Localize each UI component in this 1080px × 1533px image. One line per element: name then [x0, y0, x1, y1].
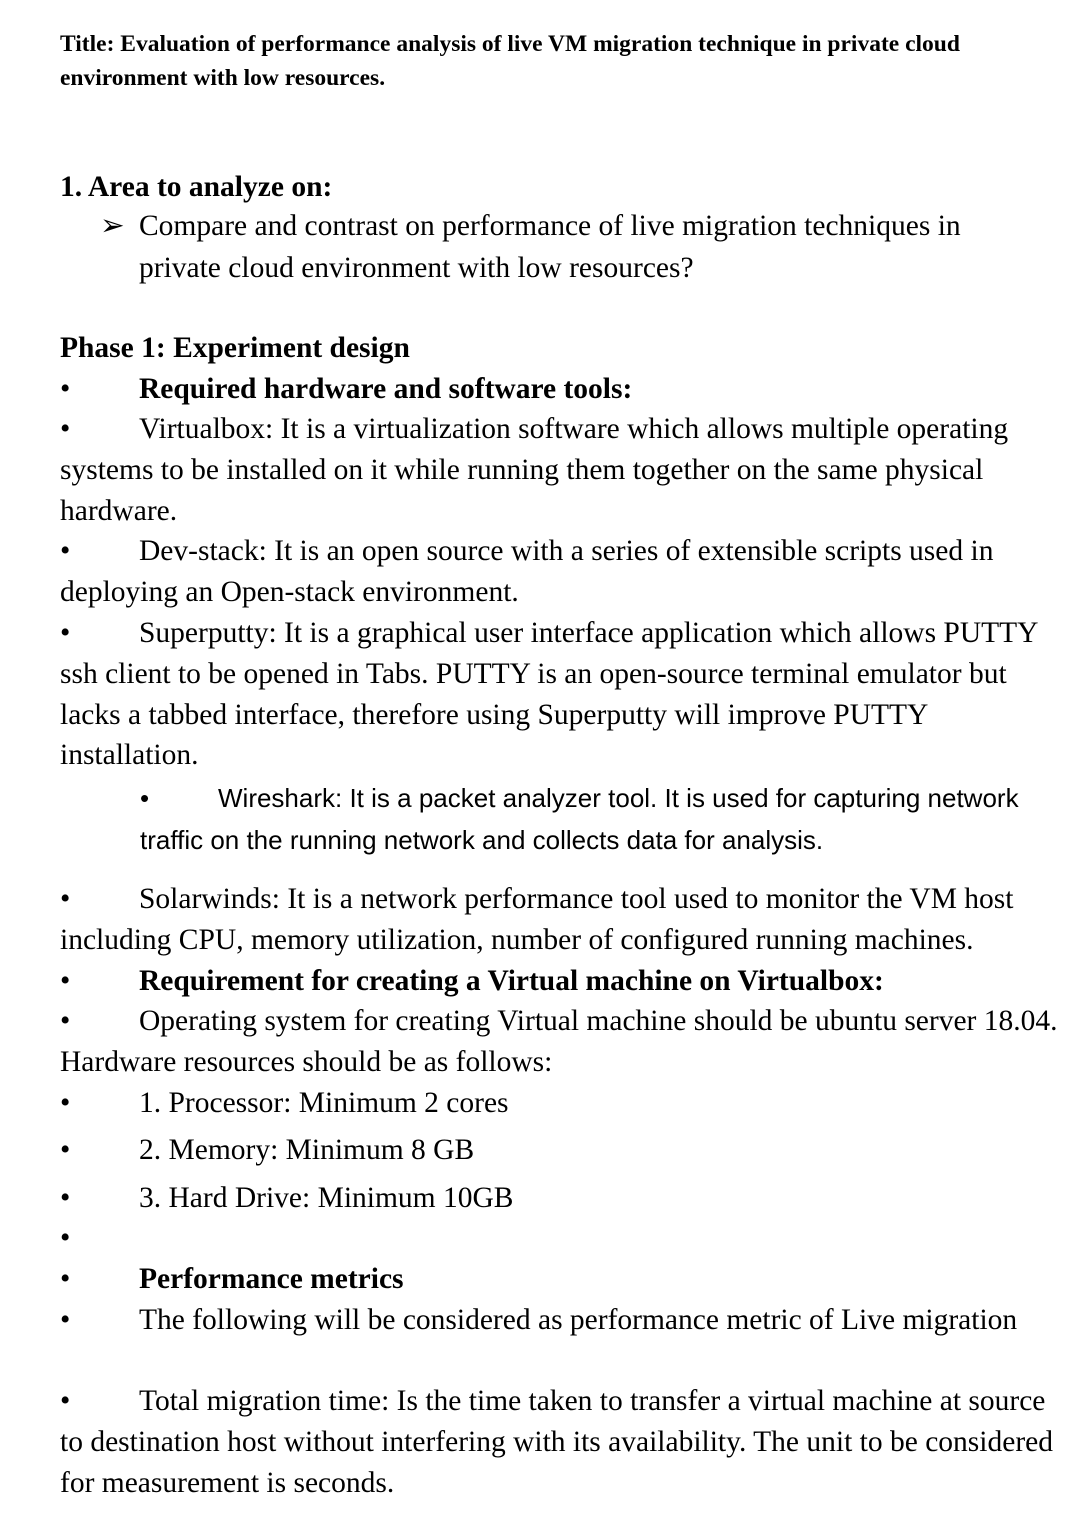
section-heading-area: 1. Area to analyze on:	[60, 171, 333, 203]
devstack-text: Dev-stack: It is an open source with a series of extensible scripts used in deploying an Open-stack environment.	[60, 535, 994, 608]
bullet-icon: •	[60, 373, 71, 405]
processor-text: 1. Processor: Minimum 2 cores	[139, 1087, 509, 1119]
list-item-metrics-heading	[60, 1259, 1060, 1300]
list-item-tools-heading	[60, 369, 1060, 410]
bullet-icon: •	[60, 1005, 71, 1037]
memory-text: 2. Memory: Minimum 8 GB	[139, 1134, 475, 1166]
list-item-total-migration-time	[60, 1381, 1060, 1503]
arrow-bullet-icon: ➢	[100, 210, 125, 242]
hard-drive-text: 3. Hard Drive: Minimum 10GB	[139, 1182, 514, 1214]
list-item-virtualbox	[60, 409, 1060, 531]
total-migration-time-text: Total migration time: Is the time taken to transfer a virtual machine at source to destination host without interfering with its availability. The unit to be considered for measurement is seconds.	[60, 1385, 1053, 1499]
solarwinds-text: Solarwinds: It is a network performance tool used to monitor the VM host including CPU, memory utilization, number of configured running machines.	[60, 883, 1014, 956]
bullet-icon: •	[60, 1304, 71, 1336]
list-item-processor	[60, 1083, 1060, 1124]
bullet-icon: •	[60, 535, 71, 567]
bullet-icon: •	[60, 1385, 71, 1417]
list-item-devstack	[60, 531, 1060, 613]
list-item-memory	[60, 1130, 1060, 1171]
bullet-icon: •	[140, 783, 150, 813]
list-item-solarwinds	[60, 879, 1060, 961]
bullet-icon: •	[60, 1222, 71, 1254]
bullet-icon: •	[60, 617, 71, 649]
bullet-icon: •	[60, 1263, 71, 1295]
list-item-os-requirement	[60, 1001, 1060, 1083]
metrics-intro-text: The following will be considered as performance metric of Live migration	[139, 1304, 1018, 1336]
bullet-icon: •	[60, 1182, 71, 1214]
os-requirement-text: Operating system for creating Virtual machine should be ubuntu server 18.04. Hardware resources should be as follows:	[60, 1005, 1058, 1078]
document-title: Title: Evaluation of performance analysis of live VM migration technique in private cloud environment with low resources.	[60, 31, 960, 91]
list-item-wireshark	[140, 777, 1040, 861]
virtualbox-text: Virtualbox: It is a virtualization software which allows multiple operating systems to be installed on it while running them together on the same physical hardware.	[60, 413, 1009, 527]
list-item-hard-drive	[60, 1178, 1060, 1219]
phase-heading: Phase 1: Experiment design	[60, 332, 410, 364]
list-item-empty	[60, 1218, 1060, 1259]
question-text: Compare and contrast on performance of live migration techniques in private cloud environment with low resources?	[139, 210, 961, 284]
bullet-icon: •	[60, 1087, 71, 1119]
bullet-icon: •	[60, 965, 71, 997]
metrics-heading-text: Performance metrics	[139, 1263, 404, 1295]
bullet-icon: •	[60, 1134, 71, 1166]
vm-requirement-heading-text: Requirement for creating a Virtual machine on Virtualbox:	[139, 965, 884, 997]
tools-heading-text: Required hardware and software tools:	[139, 373, 633, 405]
bullet-icon: •	[60, 413, 71, 445]
list-item-superputty	[60, 613, 1060, 776]
list-item-question	[100, 206, 1040, 289]
list-item-metrics-intro	[60, 1300, 1060, 1341]
list-item-vm-requirement-heading	[60, 961, 1060, 1002]
superputty-text: Superputty: It is a graphical user interface application which allows PUTTY ssh client to be opened in Tabs. PUTTY is an open-source terminal emulator but lacks a tabbed interface, therefore using Superputty will improve PUTTY installation.	[60, 617, 1038, 772]
bullet-icon: •	[60, 883, 71, 915]
wireshark-text: Wireshark: It is a packet analyzer tool. It is used for capturing network traffic on the running network and collects data for analysis.	[140, 783, 1019, 855]
